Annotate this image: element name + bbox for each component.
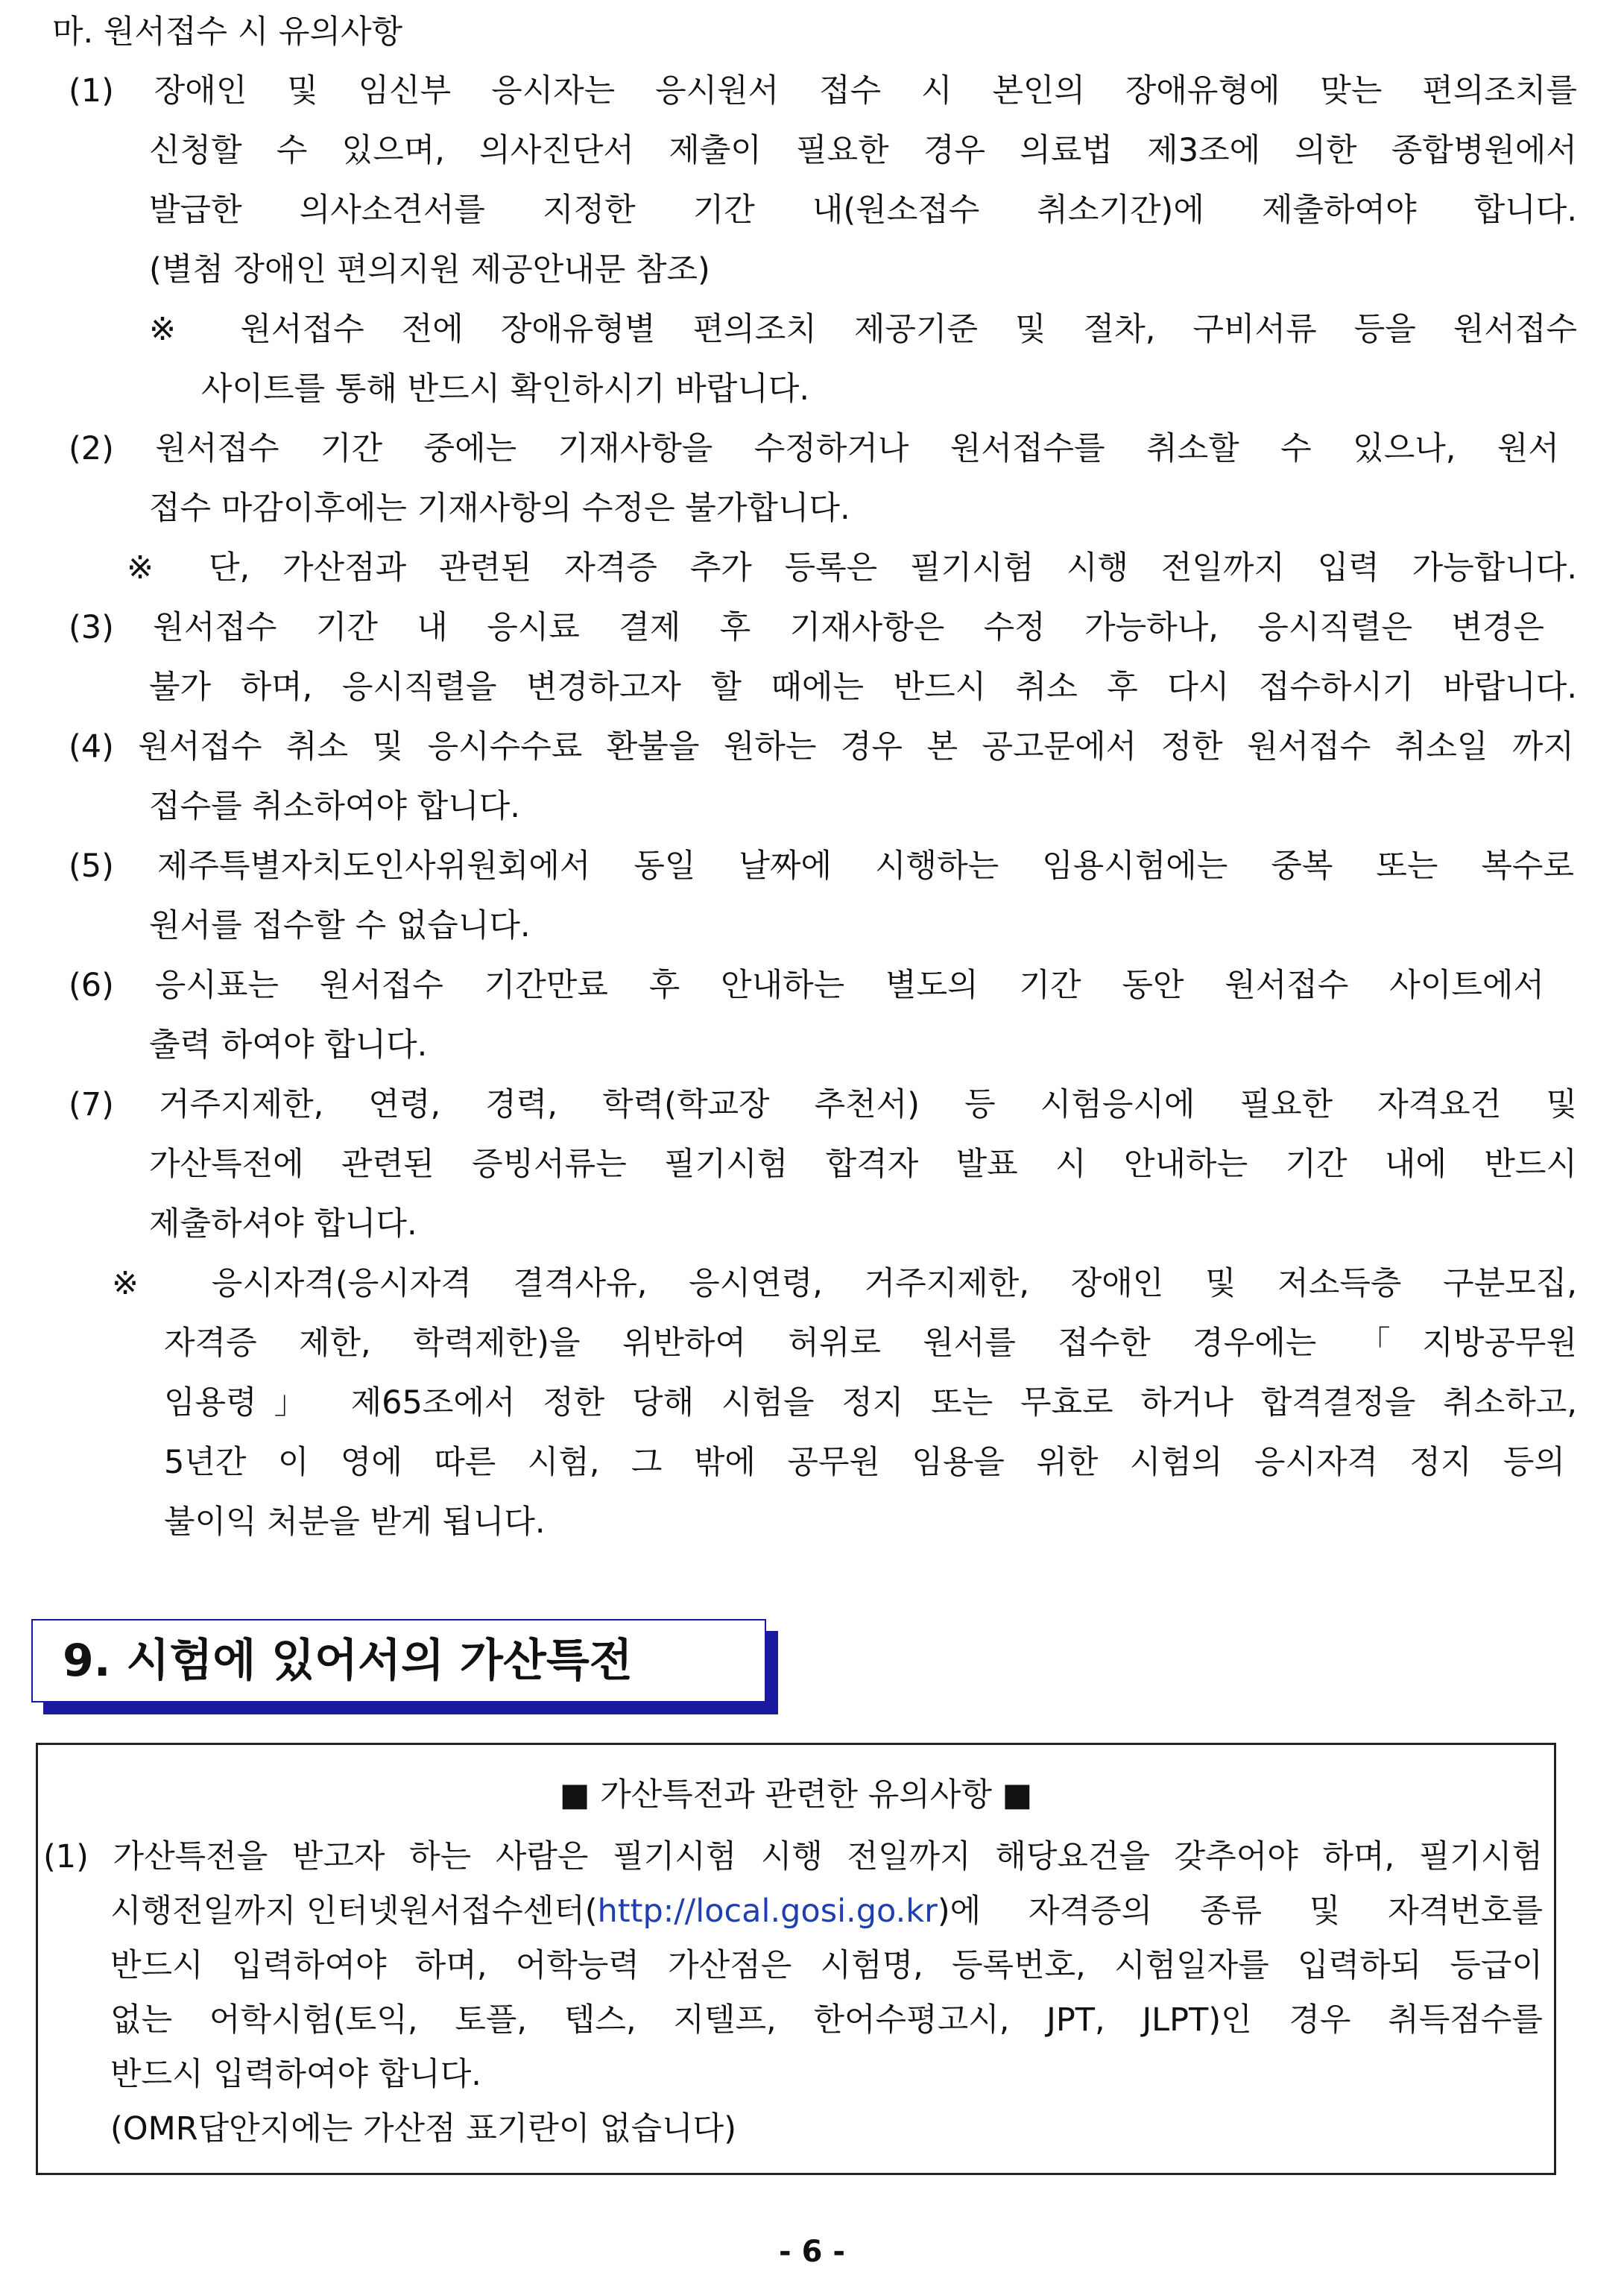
notice-line-3: 반드시 입력하여야 하며, 어학능력 가산점은 시험명, 등록번호, 시험일자를 입력하되 등급이 [110,1947,1543,1984]
item-4-line-1: (4) 원서접수 취소 및 응시수수료 환불을 원하는 경우 본 공고문에서 정한 원서접수 취소일 까지 [69,728,1574,766]
notice-line-5: 반드시 입력하여야 합니다. [110,2056,481,2093]
item-7-line-2: 가산특전에 관련된 증빙서류는 필기시험 합격자 발표 시 안내하는 기간 내에 반드시 [149,1146,1577,1183]
item-1-note-2: 사이트를 통해 반드시 확인하시기 바랍니다. [201,370,810,408]
item-7-note-2: 자격증 제한, 학력제한)을 위반하여 허위로 원서를 접수한 경우에는 「지방공무원 [164,1325,1577,1362]
notice-line-4: 없는 어학시험(토익, 토플, 텝스, 지텔프, 한어수평고시, JPT, JLPT)인 경우 취득점수를 [110,2001,1543,2039]
item-2-line-2: 접수 마감이후에는 기재사항의 수정은 불가합니다. [149,490,850,527]
item-7-note-3: 임용령」 제65조에서 정한 당해 시험을 정지 또는 무효로 하거나 합격결정을 취소하고, [164,1384,1577,1421]
item-5-line-1: (5) 제주특별자치도인사위원회에서 동일 날짜에 시행하는 임용시험에는 중복 또는 복수로 [69,848,1574,885]
item-7-line-3: 제출하셔야 합니다. [149,1205,417,1243]
item-7-note-1: ※ 응시자격(응시자격 결격사유, 응시연령, 거주지제한, 장애인 및 저소득층 구분모집, [112,1265,1577,1302]
item-1-line-1: (1) 장애인 및 임신부 응시자는 응시원서 접수 시 본인의 장애유형에 맞는 편의조치를 [69,72,1577,110]
gosi-link[interactable]: http://local.gosi.go.kr [597,1893,938,1930]
section-heading: 9. 시험에 있어서의 가산특전 [63,1635,633,1687]
item-5-line-2: 원서를 접수할 수 없습니다. [149,907,531,944]
notice-line-2-pre: 시행전일까지 인터넷원서접수센터( [110,1893,598,1930]
item-3-line-2: 불가 하며, 응시직렬을 변경하고자 할 때에는 반드시 취소 후 다시 접수하시기 바랍니다. [149,669,1577,706]
item-1-line-3: 발급한 의사소견서를 지정한 기간 내(원소접수 취소기간)에 제출하여야 합니다. [149,192,1577,229]
item-1-line-2: 신청할 수 있으며, 의사진단서 제출이 필요한 경우 의료법 제3조에 의한 종합병원에서 [149,132,1577,169]
item-7-note-4: 5년간 이 영에 따른 시험, 그 밖에 공무원 임용을 위한 시험의 응시자격 정지 등의 [164,1444,1565,1481]
item-3-line-1: (3) 원서접수 기간 내 응시료 결제 후 기재사항은 수정 가능하나, 응시직렬은 변경은 [69,609,1544,646]
page-number: - 6 - [779,2235,845,2269]
item-6-line-1: (6) 응시표는 원서접수 기간만료 후 안내하는 별도의 기간 동안 원서접수 사이트에서 [69,967,1544,1004]
item-4-line-2: 접수를 취소하여야 합니다. [149,788,520,825]
item-2-line-1: (2) 원서접수 기간 중에는 기재사항을 수정하거나 원서접수를 취소할 수 있으나, 원서 [69,430,1559,467]
item-1-line-4: (별첨 장애인 편의지원 제공안내문 참조) [149,251,710,288]
item-6-line-2: 출력 하여야 합니다. [149,1026,428,1064]
item-7-line-1: (7) 거주지제한, 연령, 경력, 학력(학교장 추천서) 등 시험응시에 필요한 자격요건 및 [69,1086,1577,1123]
notice-line-1: (1) 가산특전을 받고자 하는 사람은 필기시험 시행 전일까지 해당요건을 갖추어야 하며, 필기시험 [43,1838,1543,1875]
notice-line-2-post: )에 자격증의 종류 및 자격번호를 [937,1893,1543,1930]
notice-line-2 [110,1893,1543,1930]
item-1-note-1: ※ 원서접수 전에 장애유형별 편의조치 제공기준 및 절차, 구비서류 등을 원서접수 [149,311,1577,348]
notice-line-6: (OMR답안지에는 가산점 표기란이 없습니다) [110,2110,736,2147]
item-2-note-1: ※ 단, 가산점과 관련된 자격증 추가 등록은 필기시험 시행 전일까지 입력 가능합니다. [127,549,1577,587]
item-7-note-5: 불이익 처분을 받게 됩니다. [164,1503,546,1541]
notice-box-title: ■ 가산특전과 관련한 유의사항 ■ [559,1776,1033,1814]
section-title: 마. 원서접수 시 유의사항 [52,13,403,51]
